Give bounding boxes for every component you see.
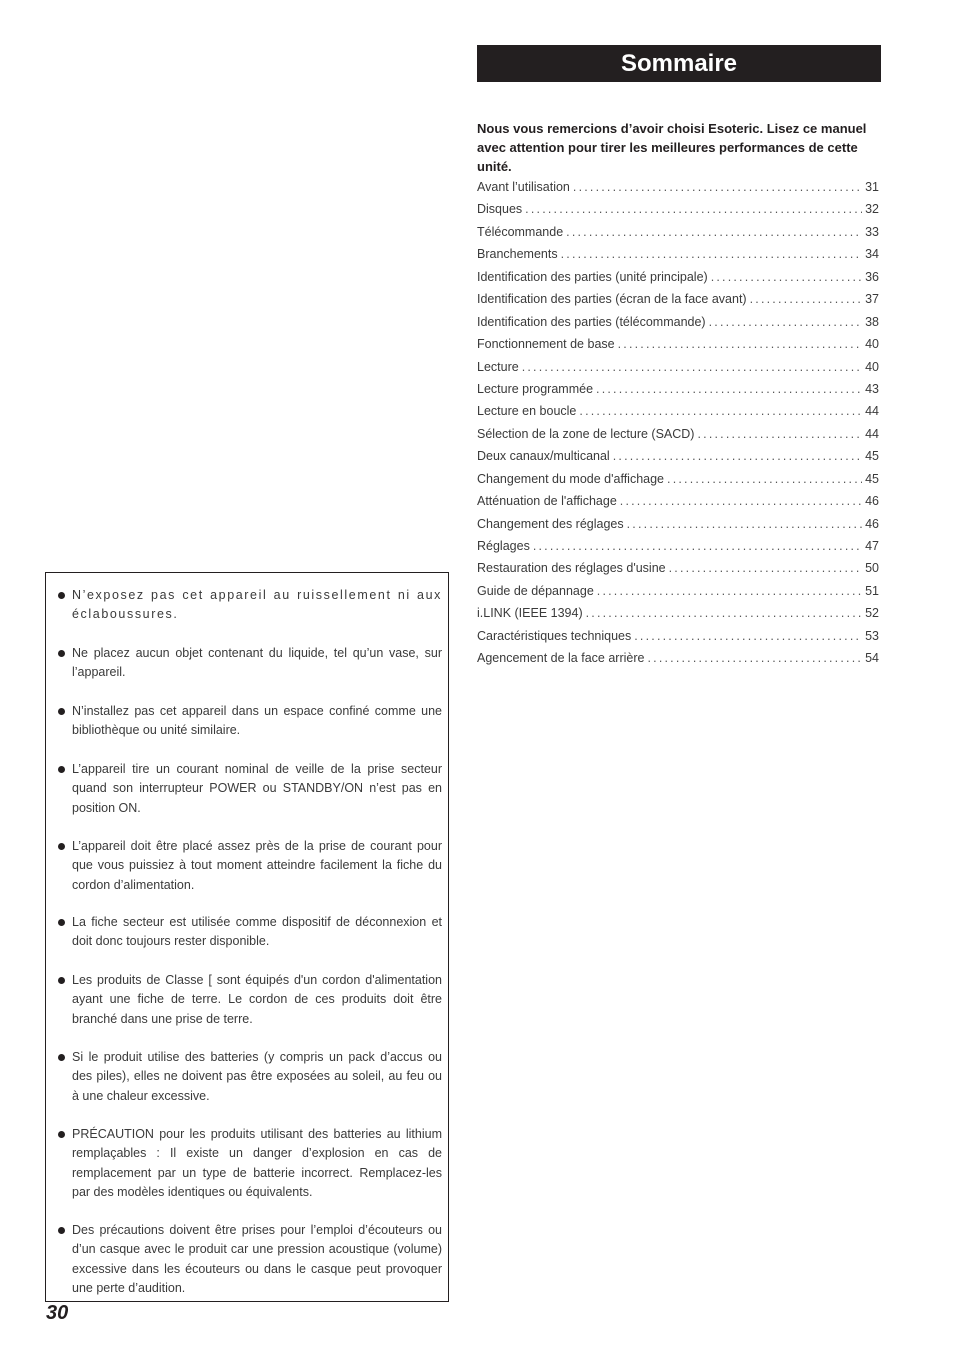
toc-entry[interactable] [477, 561, 879, 583]
toc-entry[interactable] [477, 539, 879, 561]
toc-page: 33 [865, 224, 879, 239]
toc-page: 36 [865, 269, 879, 284]
bullet-icon [58, 1131, 65, 1138]
toc-page: 53 [865, 628, 879, 643]
toc-leader [620, 494, 862, 508]
warning-text: N’installez pas cet appareil dans un espace confiné comme une bibliothèque ou unité similaire. [72, 704, 442, 738]
toc-label: Sélection de la zone de lecture (SACD) [477, 426, 695, 441]
toc-page: 51 [865, 583, 879, 598]
toc-label: Lecture [477, 359, 519, 374]
toc-label: Identification des parties (écran de la face avant) [477, 292, 747, 307]
toc-label: Lecture en boucle [477, 404, 577, 419]
bullet-icon [58, 766, 65, 773]
toc-entry[interactable] [477, 180, 879, 202]
toc-leader [618, 337, 863, 351]
toc-entry[interactable] [477, 247, 879, 269]
toc-entry[interactable] [477, 584, 879, 606]
bullet-icon [58, 977, 65, 984]
toc-page: 47 [865, 539, 879, 553]
toc-entry[interactable] [477, 449, 879, 471]
toc-page: 43 [865, 381, 879, 396]
warning-text: Si le produit utilise des batteries (y compris un pack d’accus ou des piles), elles ne doivent pas être exposées au soleil, au feu ou à une chaleur excessive. [72, 1050, 442, 1103]
toc-leader [579, 404, 862, 418]
toc-entry[interactable] [477, 472, 879, 494]
bullet-icon [58, 843, 65, 850]
toc-page: 44 [865, 404, 879, 419]
warning-text: L’appareil doit être placé assez près de la prise de courant pour que vous puissiez à tout moment atteindre facilement la fiche du cordon d’alimentation. [72, 839, 442, 892]
toc-leader [522, 360, 862, 374]
toc-label: Identification des parties (télécommande) [477, 314, 706, 329]
toc-entry[interactable] [477, 292, 879, 314]
toc-leader [573, 180, 862, 194]
toc-page: 50 [865, 561, 879, 576]
bullet-icon [58, 592, 65, 599]
toc-entry[interactable] [477, 606, 879, 628]
page-number: 30 [46, 1302, 69, 1324]
toc-page: 37 [865, 292, 879, 307]
table-of-contents [477, 180, 879, 674]
toc-label: Réglages [477, 539, 530, 553]
toc-label: i.LINK (IEEE 1394) [477, 606, 583, 621]
page-title: Sommaire [477, 45, 881, 82]
warning-text: PRÉCAUTION pour les produits utilisant des batteries au lithium remplaçables : Il existe un danger d’explosion en cas de remplacement par un type de batterie incorrect. Remplacez-les par des modèles identiques ou équivalents. [72, 1127, 442, 1199]
toc-entry[interactable] [477, 404, 879, 426]
bullet-icon [58, 650, 65, 657]
toc-entry[interactable] [477, 270, 879, 292]
intro-text: Nous vous remercions d’avoir choisi Esoteric. Lisez ce manuel avec attention pour tirer les meilleures performances de cette unité. [477, 121, 867, 174]
toc-page: 31 [865, 180, 879, 194]
toc-page: 32 [865, 202, 879, 217]
bullet-icon [58, 919, 65, 926]
toc-leader [586, 606, 862, 620]
toc-entry[interactable] [477, 225, 879, 247]
toc-page: 54 [865, 651, 879, 666]
toc-label: Caractéristiques techniques [477, 628, 632, 643]
toc-entry[interactable] [477, 427, 879, 449]
toc-leader [561, 247, 862, 261]
warning-text: N’exposez pas cet appareil au ruissellement ni aux éclaboussures. [72, 588, 442, 622]
bullet-icon [58, 708, 65, 715]
bullet-icon [58, 1227, 65, 1234]
toc-entry[interactable] [477, 360, 879, 382]
toc-entry[interactable] [477, 494, 879, 516]
toc-leader [597, 584, 862, 598]
toc-leader [647, 651, 862, 665]
toc-label: Restauration des réglages d'usine [477, 561, 666, 576]
toc-label: Changement des réglages [477, 516, 624, 531]
toc-page: 44 [865, 426, 879, 441]
toc-label: Atténuation de l'affichage [477, 494, 617, 509]
toc-page: 40 [865, 359, 879, 374]
toc-leader [709, 315, 863, 329]
toc-leader [613, 449, 862, 463]
warning-text: L’appareil tire un courant nominal de veille de la prise secteur quand son interrupteur POWER ou STANDBY/ON n’est pas en position ON. [72, 762, 442, 815]
toc-label: Changement du mode d'affichage [477, 471, 665, 486]
warning-text: Ne placez aucun objet contenant du liquide, tel qu’un vase, sur l’appareil. [72, 646, 442, 680]
toc-label: Branchements [477, 247, 558, 262]
toc-leader [697, 427, 862, 441]
toc-page: 52 [865, 606, 879, 621]
toc-leader [596, 382, 862, 396]
toc-label: Identification des parties (unité principale) [477, 269, 708, 284]
toc-label: Télécommande [477, 224, 564, 239]
toc-entry[interactable] [477, 337, 879, 359]
toc-page: 45 [865, 449, 879, 464]
toc-label: Deux canaux/multicanal [477, 449, 610, 464]
warning-text: La fiche secteur est utilisée comme dispositif de déconnexion et doit donc toujours rester disponible. [72, 915, 442, 949]
toc-leader [667, 472, 862, 486]
toc-entry[interactable] [477, 517, 879, 539]
toc-entry[interactable] [477, 382, 879, 404]
toc-leader [634, 629, 862, 643]
toc-entry[interactable] [477, 315, 879, 337]
toc-label: Disques [477, 202, 523, 217]
toc-entry[interactable] [477, 651, 879, 673]
toc-leader [669, 561, 862, 575]
toc-leader [533, 539, 862, 553]
toc-entry[interactable] [477, 202, 879, 224]
warning-text: Les produits de Classe [ sont équipés d'un cordon d'alimentation ayant une fiche de terre. Le cordon de ces produits doit être branché dans une prise de terre. [72, 973, 442, 1026]
warning-text: Des précautions doivent être prises pour l’emploi d’écouteurs ou d’un casque avec le produit car une pression acoustique (volume) excessive dans les écouteurs ou dans le casque peut provoquer une perte d’audition. [72, 1223, 442, 1295]
toc-page: 38 [865, 314, 879, 329]
toc-label: Avant l’utilisation [477, 180, 570, 194]
toc-label: Guide de dépannage [477, 583, 594, 598]
toc-label: Lecture programmée [477, 381, 594, 396]
toc-label: Agencement de la face arrière [477, 651, 645, 666]
toc-leader [750, 292, 862, 306]
toc-leader [566, 225, 862, 239]
toc-page: 40 [865, 337, 879, 352]
toc-label: Fonctionnement de base [477, 337, 615, 352]
toc-entry[interactable] [477, 629, 879, 651]
toc-leader [525, 202, 862, 216]
toc-page: 46 [865, 494, 879, 509]
toc-leader [627, 517, 862, 531]
bullet-icon [58, 1054, 65, 1061]
safety-warnings-box [45, 572, 449, 1302]
toc-page: 34 [865, 247, 879, 262]
toc-page: 45 [865, 471, 879, 486]
toc-page: 46 [865, 516, 879, 531]
toc-leader [711, 270, 862, 284]
